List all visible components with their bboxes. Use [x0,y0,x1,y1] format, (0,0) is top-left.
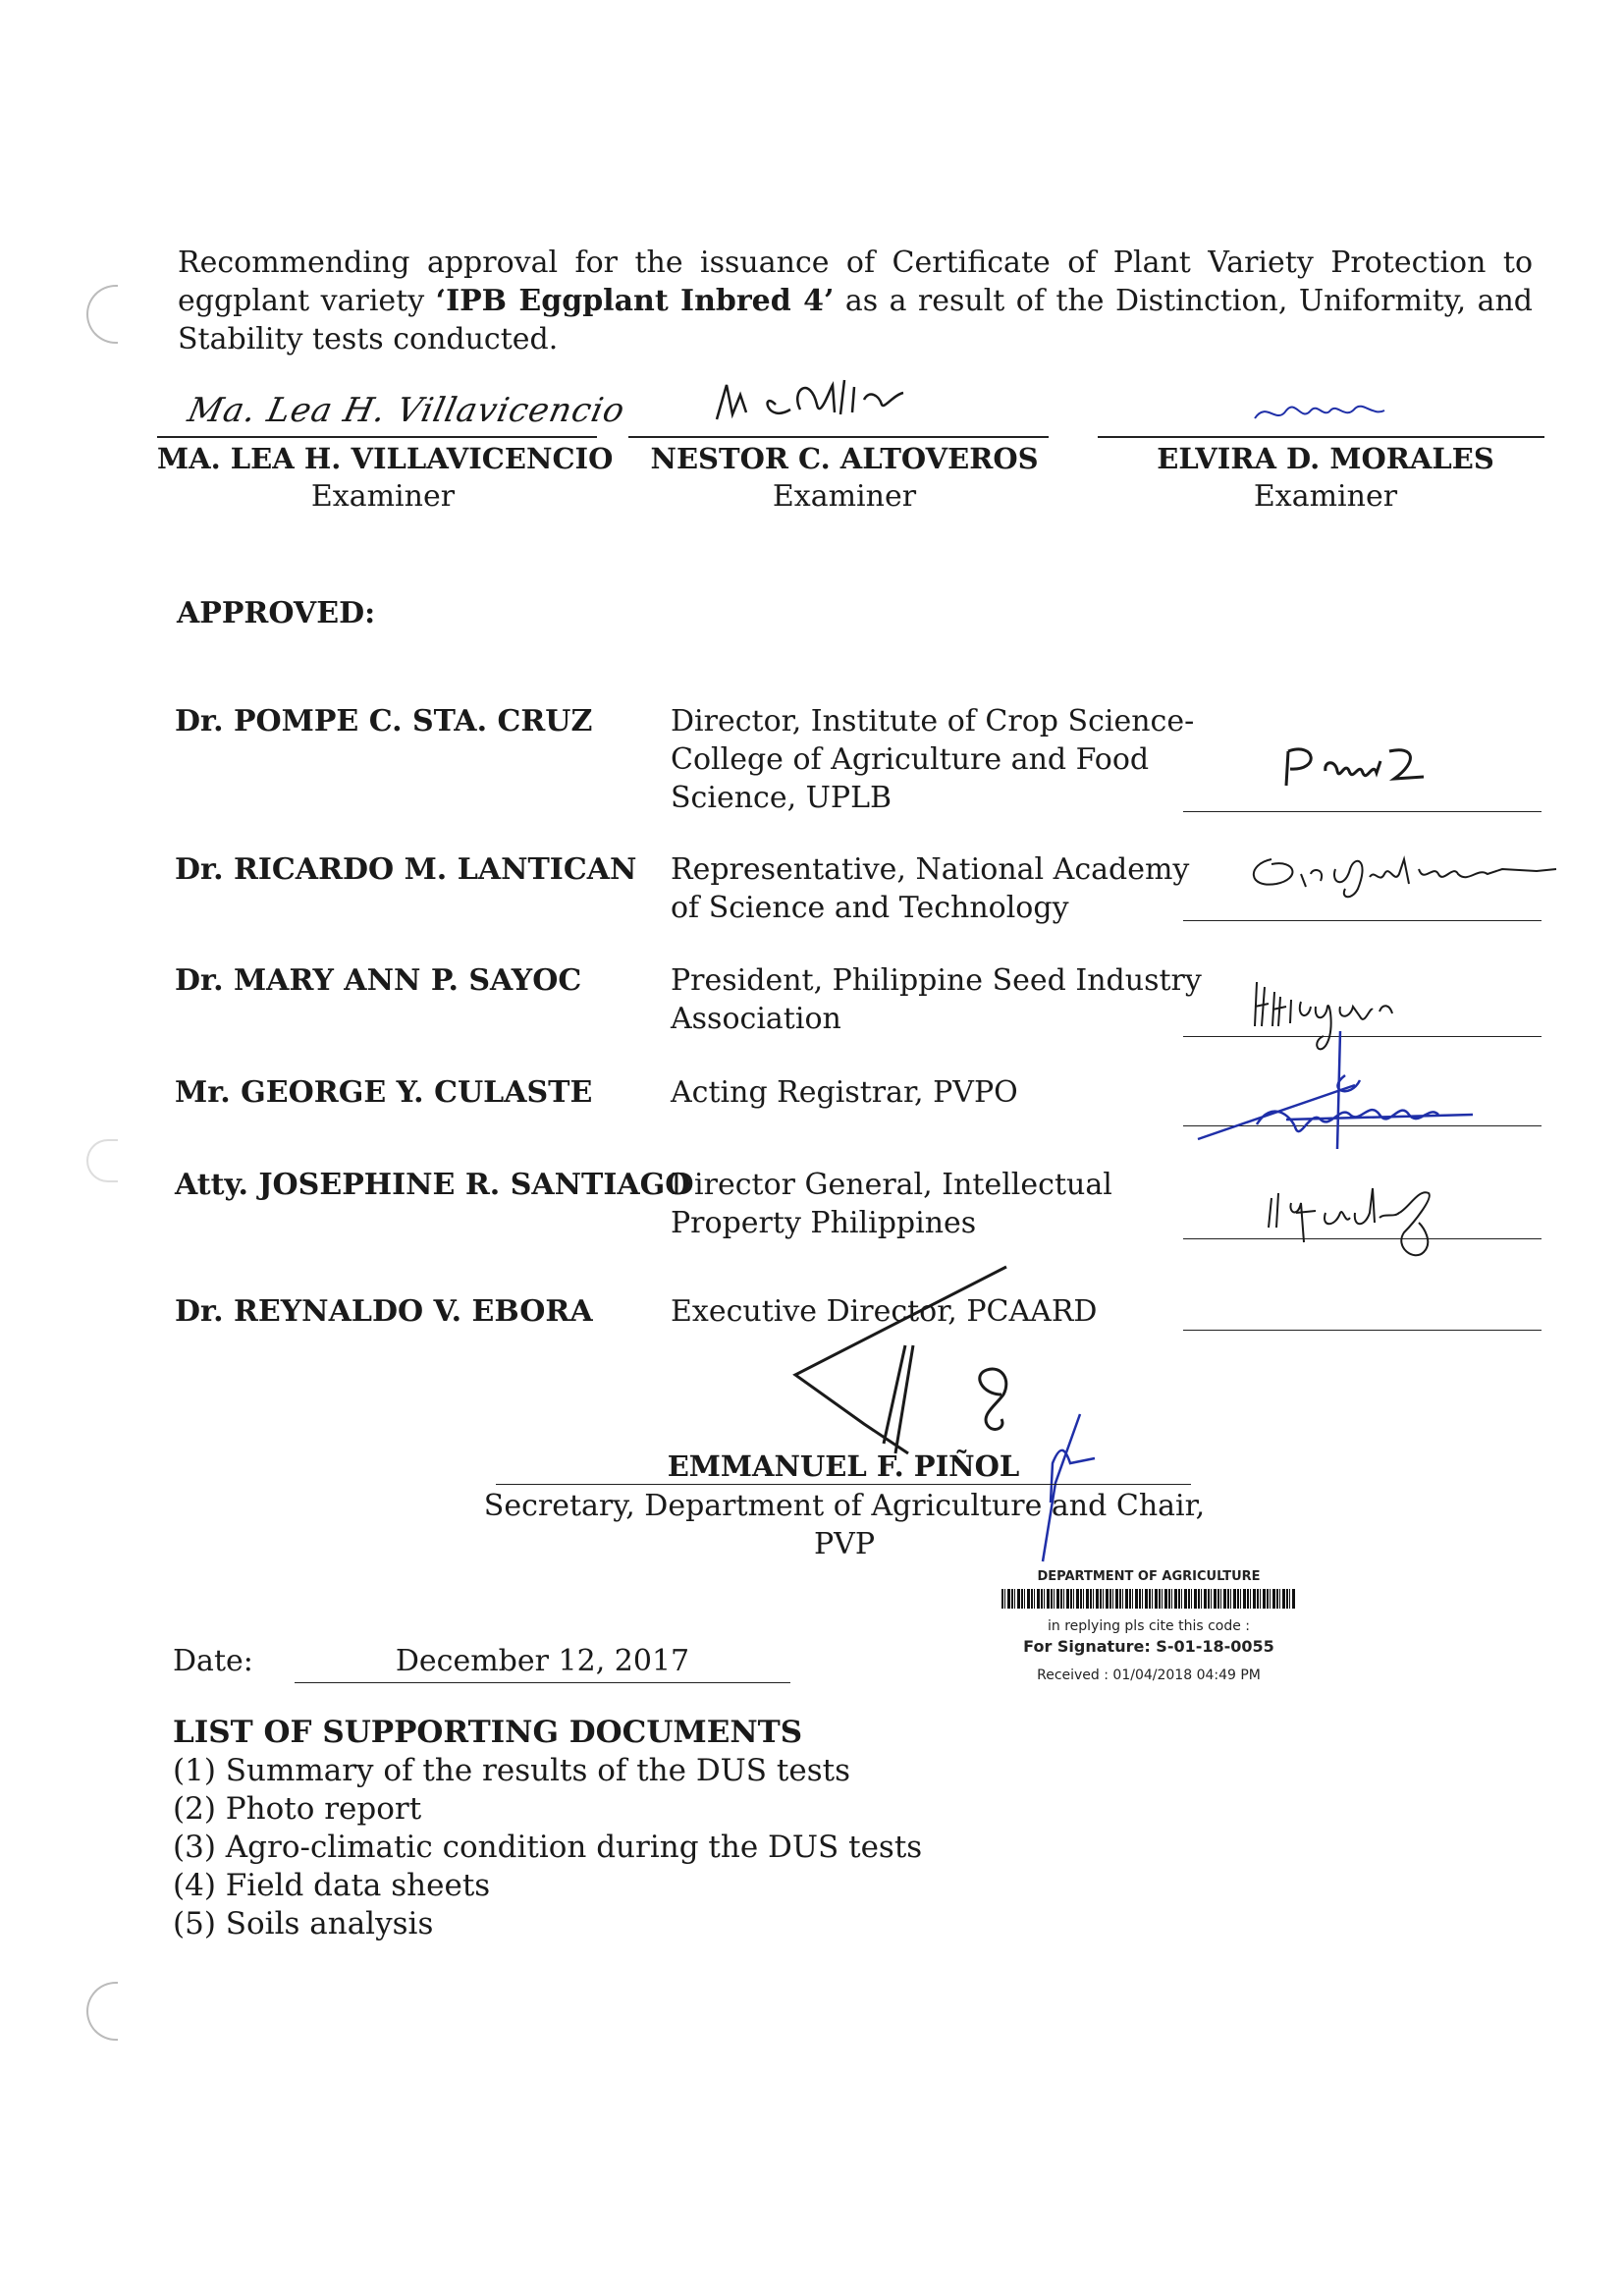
position-line: President, Philippine Seed Industry [671,963,1202,998]
supporting-item: (2) Photo report [173,1791,422,1827]
approver-position [671,961,1220,1038]
approver-name: Atty. JOSEPHINE R. SANTIAGO [175,1168,691,1202]
examiner-name: NESTOR C. ALTOVEROS [650,442,1039,475]
approver-position [671,1166,1220,1242]
examiner-name: ELVIRA D. MORALES [1157,442,1494,475]
variety-name: ‘IPB Eggplant Inbred 4’ [435,284,835,318]
approver-position [671,702,1220,817]
position-line: Executive Director, PCAARD [671,1294,1098,1329]
secretary-title-line: Secretary, Department of Agriculture and Chair, [483,1489,1206,1523]
punch-hole-mark [86,1139,118,1182]
supporting-item: (3) Agro-climatic condition during the DUS tests [173,1830,923,1865]
position-line: Science, UPLB [671,781,893,815]
examiner-signature-altoveros [707,365,1001,434]
signature-line [157,436,597,438]
intro-text: Recommending approval for the issuance of Certificate of Plant Variety Protection to eggplant variety [178,246,1533,318]
signature-line [1183,920,1542,921]
barcode [1001,1589,1296,1609]
secretary-name: EMMANUEL F. PIÑOL [667,1449,1020,1483]
position-line: Property Philippines [671,1206,977,1240]
approver-name: Dr. RICARDO M. LANTICAN [175,852,637,887]
approver-name: Dr. MARY ANN P. SAYOC [175,963,582,998]
approver-position [671,850,1220,927]
approver-signature-santiago [1257,1174,1512,1267]
position-line: Director, Institute of Crop Science- [671,704,1195,738]
supporting-item: (5) Soils analysis [173,1906,434,1941]
supporting-documents [173,1714,922,1943]
punch-hole-mark [86,1982,118,2041]
recommendation-paragraph [178,244,1533,358]
position-line: Director General, Intellectual [671,1168,1112,1202]
signature-line [1183,1330,1542,1331]
examiner-title: Examiner [310,479,456,514]
supporting-item: (1) Summary of the results of the DUS tests [173,1753,850,1788]
approver-name: Mr. GEORGE Y. CULASTE [175,1075,593,1110]
approver-signature-sta-cruz [1276,732,1473,800]
supporting-item: (4) Field data sheets [173,1868,491,1903]
position-line: Association [671,1002,841,1036]
stamp-received: Received : 01/04/2018 04:49 PM [1037,1667,1261,1683]
approver-position [671,1073,1220,1112]
approver-signature-culaste [1178,1021,1492,1159]
date-label: Date: [173,1644,253,1678]
approved-label: APPROVED: [177,596,376,630]
punch-hole-mark [86,285,118,344]
examiner-signature-morales [1247,381,1404,430]
position-line: College of Agriculture and Food [671,742,1150,777]
stamp-department: DEPARTMENT OF AGRICULTURE [1037,1569,1261,1584]
position-line: Representative, National Academy [671,852,1190,887]
secretary-title-line: PVP [813,1527,876,1561]
date-value: December 12, 2017 [395,1644,690,1678]
signature-line [1098,436,1544,438]
examiner-name: MA. LEA H. VILLAVICENCIO [157,442,614,475]
receiving-stamp [982,1569,1316,1685]
signature-line [628,436,1049,438]
approver-name: Dr. REYNALDO V. EBORA [175,1294,593,1329]
examiner-title: Examiner [772,479,917,514]
examiner-title: Examiner [1253,479,1398,514]
signature-line [1183,811,1542,812]
secretary-title [452,1487,1237,1563]
stamp-note: in replying pls cite this code : [1047,1618,1251,1634]
date-underline [295,1682,790,1683]
approver-name: Dr. POMPE C. STA. CRUZ [175,704,593,738]
examiner-signature-villavicencio: Ma. Lea H. Villavicencio [184,391,629,430]
stamp-code: For Signature: S-01-18-0055 [1023,1637,1274,1656]
approver-signature-lantican [1242,840,1566,908]
supporting-heading: LIST OF SUPPORTING DOCUMENTS [173,1715,803,1750]
intro-text-end: as a result of the Distinction, Uniformity, and Stability tests conducted. [178,284,1533,356]
position-line: of Science and Technology [671,891,1069,925]
position-line: Acting Registrar, PVPO [671,1075,1018,1110]
